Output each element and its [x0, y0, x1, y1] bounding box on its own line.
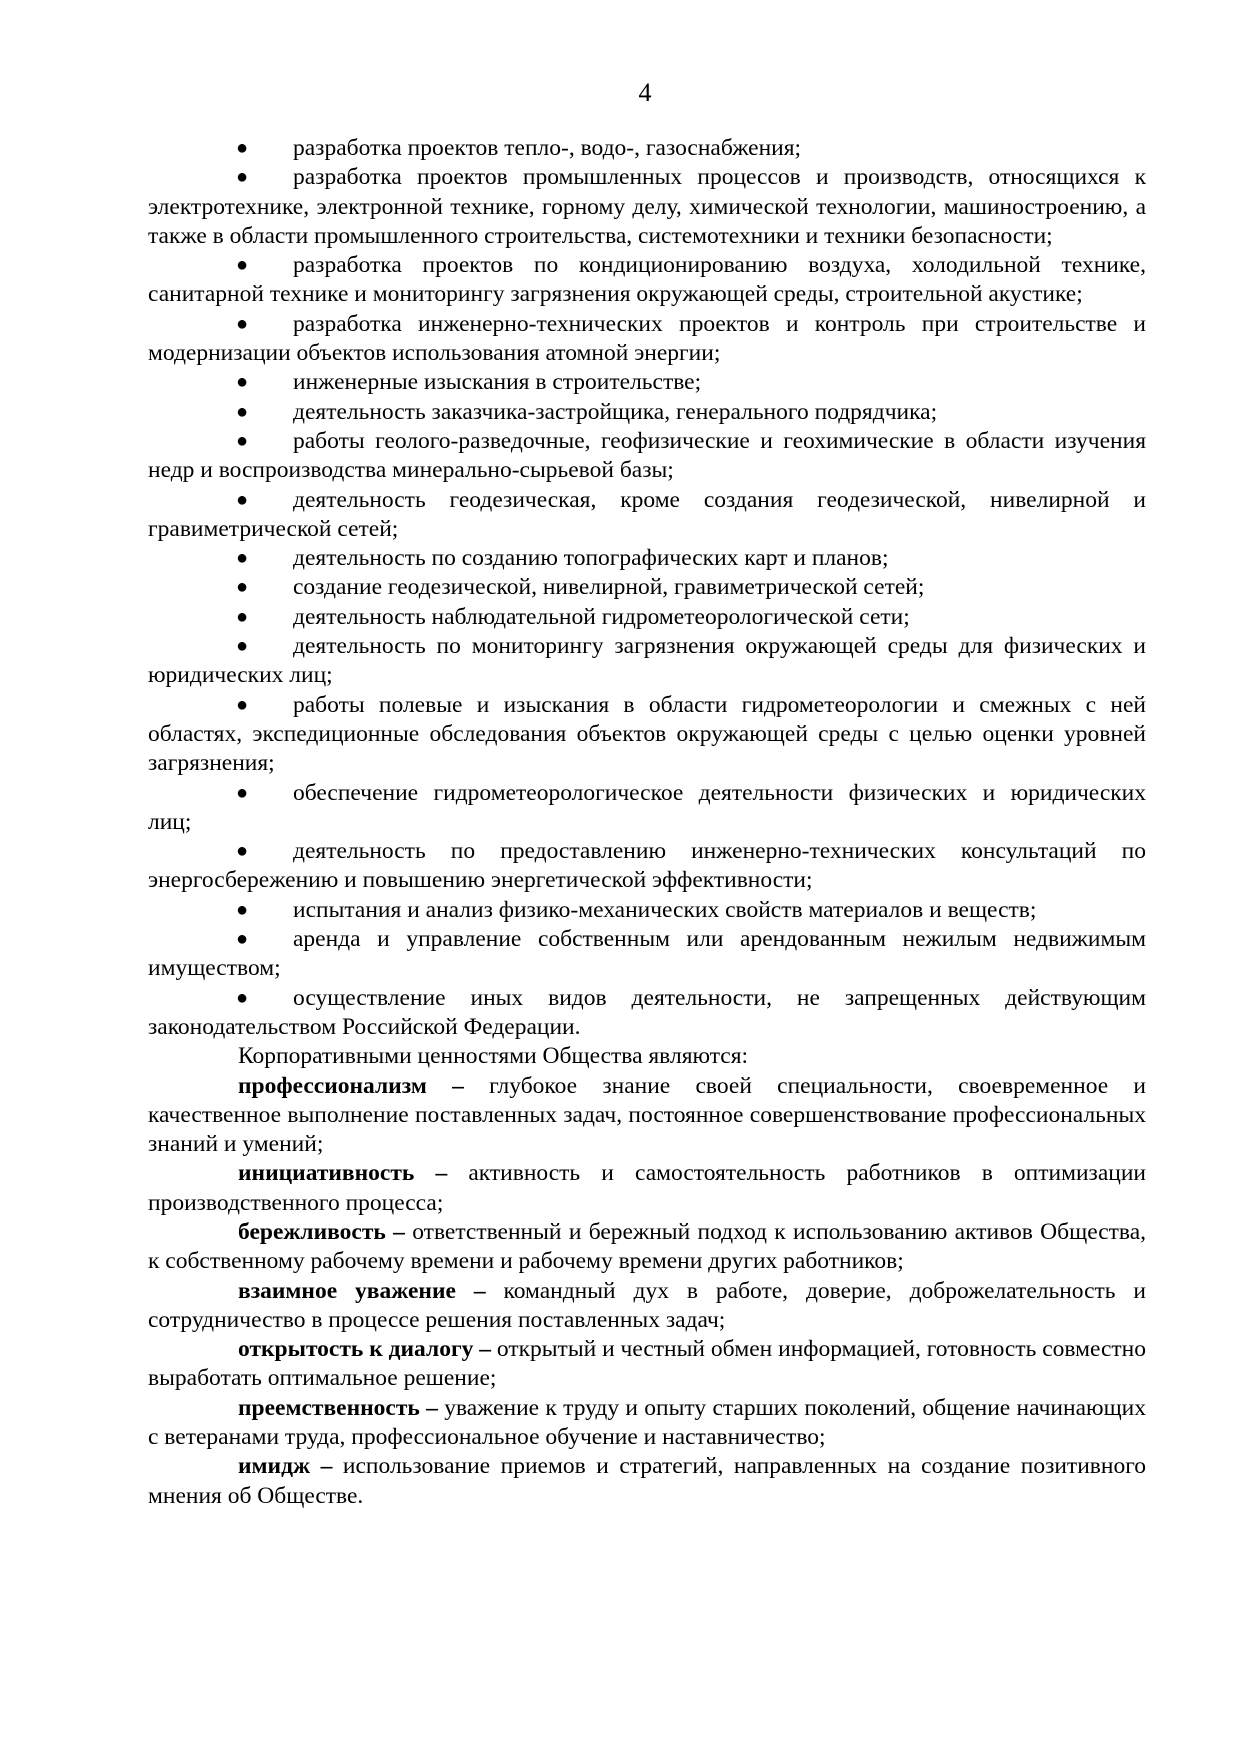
list-item-text: деятельность по мониторингу загрязнения окружающей среды для физических и юридических лиц; — [148, 633, 1146, 689]
list-item — [148, 896, 1146, 925]
list-item-text: разработка проектов по кондиционированию воздуха, холодильной технике, санитарной технике и мониторингу загрязнения окружающей среды, строительной акустике; — [148, 252, 1146, 308]
list-item — [148, 632, 1146, 691]
list-item — [148, 398, 1146, 427]
value-paragraph — [148, 1218, 1146, 1277]
value-description: командный дух в работе, доверие, доброжелательность и сотрудничество в процессе решения поставленных задач; — [148, 1277, 1147, 1333]
list-item — [148, 486, 1146, 545]
list-item-text: деятельность наблюдательной гидрометеорологической сети; — [293, 603, 910, 630]
value-term: имидж – — [238, 1453, 333, 1480]
bullet-icon: ● — [236, 898, 249, 921]
bullet-icon: ● — [236, 166, 249, 189]
value-paragraph — [148, 1277, 1146, 1336]
bullet-icon: ● — [236, 547, 249, 570]
bullet-icon: ● — [236, 137, 249, 159]
bullet-icon: ● — [236, 928, 249, 951]
bullet-icon: ● — [236, 254, 249, 277]
bullet-icon: ● — [236, 781, 249, 804]
list-item-text: создание геодезической, нивелирной, гравиметрической сетей; — [293, 574, 925, 601]
list-item-text: инженерные изыскания в строительстве; — [293, 369, 702, 396]
value-term: взаимное уважение – — [238, 1277, 486, 1304]
list-item — [148, 310, 1146, 369]
list-item — [148, 984, 1146, 1043]
list-item-text: обеспечение гидрометеорологическое деятельности физических и юридических лиц; — [148, 779, 1146, 835]
list-item — [148, 427, 1146, 486]
bullet-icon: ● — [236, 635, 249, 658]
list-item — [148, 251, 1146, 310]
values-intro: Корпоративными ценностями Общества являются: — [238, 1043, 749, 1070]
list-item — [148, 544, 1146, 573]
value-paragraph — [148, 1394, 1146, 1453]
page-number: 4 — [638, 78, 652, 107]
activity-list — [148, 134, 1146, 1042]
list-item-text: разработка инженерно-технических проектов и контроль при строительстве и модернизации объектов использования атомной энергии; — [148, 310, 1146, 367]
list-item — [148, 837, 1146, 896]
list-item — [148, 163, 1146, 251]
value-description: использование приемов и стратегий, направленных на создание позитивного мнения об Обществе. — [148, 1453, 1147, 1509]
value-paragraph — [148, 1159, 1146, 1218]
value-paragraph — [148, 1452, 1146, 1511]
value-description: глубокое знание своей специальности, своевременное и качественное выполнение поставленных задач, постоянное совершенствование профессиональных знаний и умений; — [148, 1072, 1147, 1158]
bullet-icon: ● — [236, 371, 249, 394]
list-item — [148, 368, 1146, 397]
value-description: активность и самостоятельность работников в оптимизации производственного процесса; — [148, 1160, 1146, 1216]
list-item-text: осуществление иных видов деятельности, не запрещенных действующим законодательством Российской Федерации. — [148, 984, 1146, 1040]
document-body — [148, 134, 1146, 1511]
bullet-icon: ● — [236, 576, 249, 599]
list-item — [148, 925, 1146, 984]
list-item-text: работы геолого-разведочные, геофизические и геохимические в области изучения недр и воспроизводства минерально-сырьевой базы; — [148, 427, 1146, 484]
list-item-text: разработка проектов тепло-, водо-, газоснабжения; — [293, 135, 802, 161]
value-description: уважение к труду и опыту старших поколений, общение начинающих с ветеранами труда, профессиональное обучение и наставничество; — [148, 1394, 1146, 1451]
bullet-icon: ● — [236, 400, 249, 423]
value-description: ответственный и бережный подход к использованию активов Общества, к собственному рабочему времени и рабочему времени других работников; — [148, 1218, 1146, 1275]
list-item — [148, 603, 1146, 632]
value-description: открытый и честный обмен информацией, готовность совместно выработать оптимальное решение; — [148, 1336, 1146, 1392]
list-item — [148, 779, 1146, 838]
value-term: преемственность – — [238, 1394, 438, 1421]
value-term: инициативность – — [238, 1160, 448, 1187]
values-list — [148, 1072, 1146, 1511]
list-item-text: деятельность по созданию топографических карт и планов; — [293, 545, 889, 572]
list-item-text: аренда и управление собственным или арендованным нежилым недвижимым имуществом; — [148, 926, 1146, 982]
list-item — [148, 573, 1146, 602]
bullet-icon: ● — [236, 312, 249, 335]
value-paragraph — [148, 1072, 1146, 1160]
list-item — [148, 691, 1146, 779]
list-item-text: испытания и анализ физико-механических свойств материалов и веществ; — [293, 896, 1037, 923]
value-term: открытость к диалогу – — [238, 1336, 491, 1363]
list-item — [148, 134, 1146, 163]
bullet-icon: ● — [236, 840, 249, 863]
list-item-text: деятельность заказчика-застройщика, генерального подрядчика; — [293, 398, 938, 425]
bullet-icon: ● — [236, 488, 249, 511]
bullet-icon: ● — [236, 429, 249, 452]
bullet-icon: ● — [236, 986, 249, 1009]
list-item-text: деятельность геодезическая, кроме создания геодезической, нивелирной и гравиметрической сетей; — [148, 486, 1146, 542]
value-paragraph — [148, 1335, 1146, 1394]
value-term: бережливость – — [238, 1218, 405, 1245]
bullet-icon: ● — [236, 605, 249, 628]
list-item-text: работы полевые и изыскания в области гидрометеорологии и смежных с ней областях, экспедиционные обследования объектов окружающей среды с целью оценки уровней загрязнения; — [148, 691, 1146, 777]
list-item-text: разработка проектов промышленных процессов и производств, относящихся к электротехнике, электронной технике, горному делу, химической технологии, машиностроению, а также в области промышленного строительства, системотехники и техники безопасности; — [148, 164, 1146, 249]
bullet-icon: ● — [236, 693, 249, 716]
value-term: профессионализм – — [238, 1072, 464, 1099]
list-item-text: деятельность по предоставлению инженерно-технических консультаций по энергосбережению и повышению энергетической эффективности; — [148, 838, 1146, 894]
